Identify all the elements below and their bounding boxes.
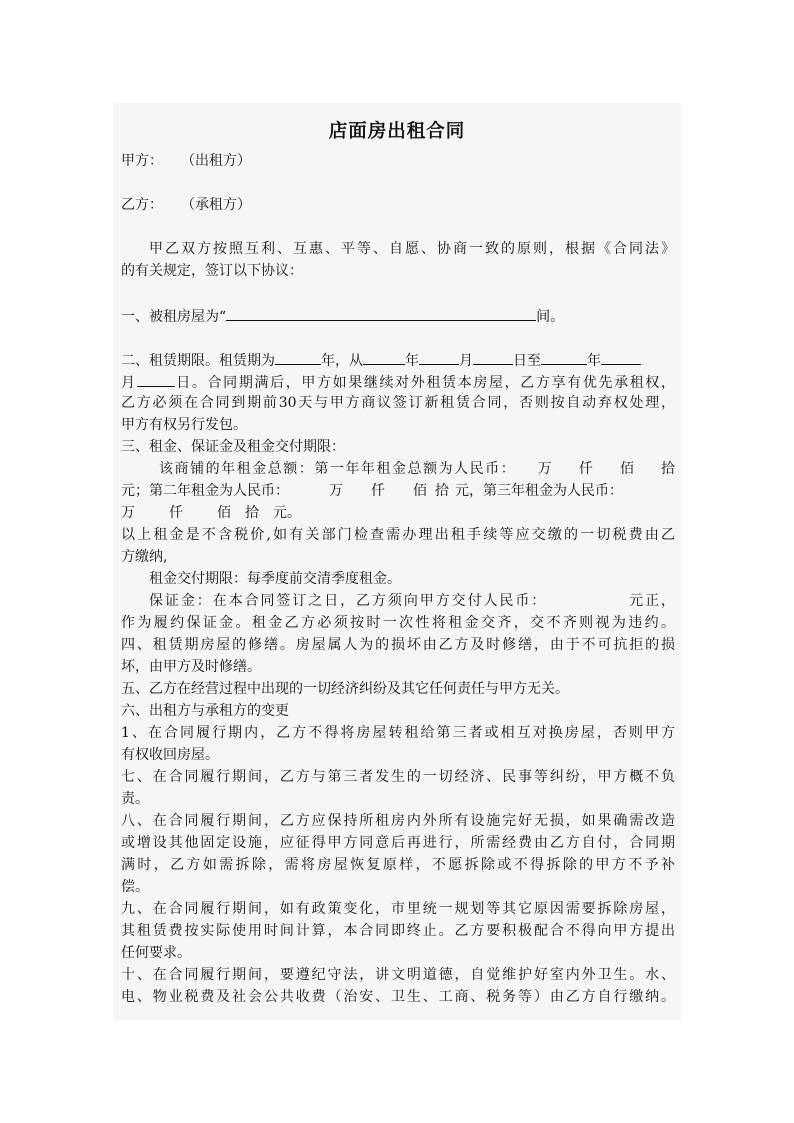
section-9-line-2: 其租赁费按实际使用时间计算，本合同即终止。乙方要积极配合不得向甲方提出 (121, 923, 675, 939)
start-year-blank[interactable] (363, 349, 405, 365)
unit-bai: 佰 (618, 461, 636, 477)
section-2-text: 年 (587, 353, 601, 369)
party-a-label: 甲方： (121, 153, 163, 169)
unit-qian: 仟 (577, 461, 595, 477)
room-count-blank[interactable] (226, 305, 536, 321)
party-b-line (121, 195, 675, 215)
unit-shi: 拾 (245, 505, 259, 521)
intro-line-2: 的有关规定，签订以下协议： (121, 263, 303, 279)
section-2-line-2 (121, 371, 675, 393)
rent-year-1-line (159, 459, 675, 479)
section-2-text: 月 (121, 375, 137, 391)
rent-year-3-line (121, 503, 675, 523)
rent-year-1-text: 该商铺的年租金总额：第一年年租金总额为人民币： (159, 461, 517, 477)
deposit-amount-suffix: 元正， (627, 593, 676, 609)
party-a-role: （出租方） (181, 153, 251, 169)
end-day-blank[interactable] (137, 371, 175, 387)
tax-line-2: 方缴纳, (121, 549, 168, 565)
lease-years-blank[interactable] (275, 349, 321, 365)
unit-wan: 万 (536, 461, 554, 477)
unit-qian: 仟 (371, 483, 385, 499)
tax-line-1: 以上租金是不含税价,如有关部门检查需办理出租手续等应交缴的一切税费由乙 (121, 527, 675, 543)
rent-year-2-text: 元；第二年租金为人民币： (121, 483, 289, 499)
unit-wan: 万 (329, 483, 343, 499)
party-a-line (121, 151, 675, 171)
unit-wan: 万 (121, 505, 135, 521)
rent-year-3-end: 元。 (273, 505, 301, 521)
unit-bai: 佰 (217, 505, 231, 521)
section-7-line-1: 七、在合同履行期间，乙方与第三者发生的一切经济、民事等纠纷，甲方概不负 (121, 769, 675, 785)
end-year-blank[interactable] (541, 349, 587, 365)
deposit-line-1 (149, 591, 675, 611)
section-2-line-1 (121, 349, 675, 371)
section-2-text: 年 (405, 353, 419, 369)
end-month-blank-tail[interactable] (601, 349, 641, 365)
section-2-line-4: 甲方有权另行发包。 (121, 417, 247, 433)
section-1-prefix: 一、被租房屋为“ (121, 309, 227, 325)
section-3-heading: 三、租金、保证金及租金交付期限： (121, 439, 345, 455)
rent-year-3-text: 元，第三年租金为人民币： (455, 483, 623, 499)
section-4-line-1: 四、租赁期房屋的修缮。房屋属人为的损坏由乙方及时修缮，由于不可抗拒的损 (121, 637, 675, 653)
payment-term-line: 租金交付期限：每季度前交清季度租金。 (149, 571, 401, 587)
section-9-line-1: 九、在合同履行期间，如有政策变化，市里统一规划等其它原因需要拆除房屋， (121, 901, 675, 917)
section-10-line-1: 十、在合同履行期间，要遵纪守法，讲文明道德，自觉维护好室内外卫生。水、 (121, 967, 675, 983)
section-2-text: 二、租赁期限。租赁期为 (121, 353, 275, 369)
section-6-heading: 六、出租方与承租方的变更 (121, 703, 289, 719)
deposit-text: 保证金：在本合同签订之日，乙方须向甲方交付人民币： (149, 593, 548, 609)
section-2-text: 日。合同期满后，甲方如果继续对外租赁本房屋，乙方享有优先承租权， (174, 375, 676, 391)
section-10-line-2: 电、物业税费及社会公共收费（治安、卫生、工商、税务等）由乙方自行缴纳。 (121, 989, 675, 1005)
section-1-suffix: 间。 (536, 309, 565, 325)
unit-bai: 佰 (413, 483, 427, 499)
section-7-line-2: 责。 (121, 791, 149, 807)
start-day-blank[interactable] (473, 349, 513, 365)
section-5-line: 五、乙方在经营过程中出现的一切经济纠纷及其它任何责任与甲方无关。 (121, 681, 569, 697)
start-month-blank[interactable] (419, 349, 459, 365)
section-2-line-3: 乙方必须在合同到期前30天与甲方商议签订新租赁合同，否则按自动弃权处理， (121, 395, 675, 411)
section-2-text: 年，从 (321, 353, 363, 369)
unit-shi: 拾 (659, 461, 676, 477)
deposit-line-2: 作为履约保证金。租金乙方必须按时一次性将租金交齐，交不齐则视为违约。 (121, 615, 675, 631)
document-page (113, 103, 681, 1020)
section-8-line-1: 八、在合同履行期间，乙方应保持所租房内外所有设施完好无损，如果确需改造 (121, 813, 675, 829)
intro-line-1: 甲乙双方按照互利、互惠、平等、自愿、协商一致的原则，根据《合同法》 (149, 241, 675, 257)
section-9-line-3: 任何要求。 (121, 945, 191, 961)
section-8-line-4: 偿。 (121, 879, 149, 895)
section-4-line-2: 坏，由甲方及时修缮。 (121, 659, 261, 675)
document-title: 店面房出租合同 (328, 121, 466, 142)
party-b-label: 乙方： (121, 197, 163, 213)
section-8-line-2: 或增设其他固定设施，应征得甲方同意后再进行，所需经费由乙方自付，合同期 (121, 835, 675, 851)
unit-shi: 拾 (435, 483, 449, 499)
rent-year-2-line (121, 481, 675, 501)
section-6-item-line-2: 有权收回房屋。 (121, 747, 219, 763)
section-8-line-3: 满时，乙方如需拆除，需将房屋恢复原样，不愿拆除或不得拆除的甲方不予补 (121, 857, 675, 873)
party-b-role: （承租方） (181, 197, 251, 213)
section-2-text: 月 (459, 353, 473, 369)
section-2-text: 日至 (513, 353, 541, 369)
section-1-line (121, 305, 675, 327)
unit-qian: 仟 (169, 505, 183, 521)
section-6-item-line-1: 1、在合同履行期内，乙方不得将房屋转租给第三者或相互对换房屋，否则甲方 (121, 725, 675, 741)
